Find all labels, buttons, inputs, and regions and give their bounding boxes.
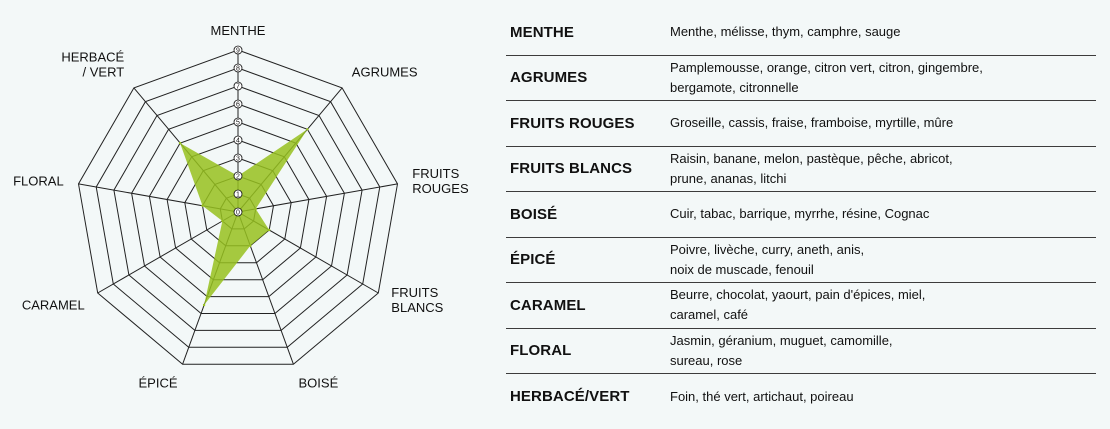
flavor-category-description [670,22,1096,42]
table-row [506,56,1096,102]
flavor-table [506,10,1096,420]
radar-tick-label: 5 [236,119,240,127]
radar-data-point [201,205,203,207]
radar-axis-label-line: BOISÉ [298,375,339,391]
radar-tick-label: 7 [236,83,240,91]
flavor-category-description [670,58,1096,98]
flavor-category-name: MENTHE [510,23,574,41]
radar-axis-label [412,166,469,196]
radar-data-point [179,142,181,144]
description-line: Jasmin, géranium, muguet, camomille, [670,332,893,348]
description-line: Menthe, mélisse, thym, camphre, sauge [670,24,901,40]
description-line: noix de muscade, fenouil [670,261,814,277]
flavor-category-name: AGRUMES [510,69,588,87]
flavor-category-name: CARAMEL [510,296,586,314]
flavor-category-description [670,285,1096,325]
description-line: Foin, thé vert, artichaut, poireau [670,388,854,404]
radar-axis-label [299,375,339,390]
flavor-category-name: BOISÉ [510,205,558,223]
description-line: Beurre, chocolat, yaourt, pain d'épices, miel, [670,287,926,303]
radar-axis-label [391,285,443,315]
table-row [506,329,1096,375]
table-row [506,101,1096,147]
description-line: Raisin, banane, melon, pastèque, pêche, abricot, [670,150,953,166]
radar-axis-label [61,49,124,79]
radar-axis-label [13,173,64,188]
radar-tick-label: 2 [236,173,240,181]
description-line: Poivre, livèche, curry, aneth, anis, [670,241,865,257]
description-line: prune, ananas, litchi [670,170,787,186]
flavor-category-name: FLORAL [510,342,572,360]
radar-axis-label-line: FRUITS [412,165,460,181]
table-row [506,238,1096,284]
description-line: Pamplemousse, orange, citron vert, citron, gingembre, [670,59,983,75]
radar-axis-label-line: HERBACÉ [61,49,125,65]
radar-tick-label: 3 [236,155,240,163]
table-row [506,283,1096,329]
radar-data-point [221,220,223,222]
table-row [506,147,1096,193]
description-line: Cuir, tabac, barrique, myrrhe, résine, Cognac [670,206,930,222]
radar-axis-label-line: BLANCS [391,300,444,315]
flavor-radar-chart [0,0,500,429]
radar-axis-label-line: / VERT [82,64,125,80]
description-line: caramel, café [670,307,749,323]
radar-axis-label [138,375,177,390]
description-line: sureau, rose [670,352,743,368]
flavor-category-description [670,240,1096,280]
radar-tick-label: 8 [236,65,240,73]
table-row [506,10,1096,56]
flavor-category-name: HERBACÉ/VERT [510,388,630,406]
radar-axis-label [22,298,85,313]
radar-axis-label-line: CARAMEL [21,297,85,313]
radar-tick-label: 1 [236,191,240,199]
flavor-category-description [670,149,1096,189]
flavor-category-name: ÉPICÉ [510,251,556,269]
flavor-category-description [670,204,1096,224]
radar-axis-label-line: FRUITS [391,285,439,300]
flavor-category-description [670,331,1096,371]
radar-axis-label-line: MENTHE [210,23,266,38]
description-line: bergamote, citronnelle [670,79,799,95]
radar-data-point [255,208,257,210]
radar-axis-label [211,23,266,38]
flavor-category-description [670,387,1096,407]
radar-tick-label: 0 [236,209,240,217]
description-line: Groseille, cassis, fraise, framboise, myrtille, mûre [670,115,954,131]
radar-data-point [203,304,205,306]
radar-tick-label: 4 [236,137,240,145]
radar-axis-label-line: ÉPICÉ [138,375,178,391]
radar-data-point [249,245,251,247]
radar-axis-label [352,64,418,79]
flavor-category-description [670,113,1096,133]
radar-tick-label: 9 [236,47,240,55]
flavor-category-name: FRUITS BLANCS [510,160,633,178]
flavor-category-name: FRUITS ROUGES [510,114,635,132]
radar-axis-label-line: ROUGES [412,180,469,196]
table-row [506,374,1096,420]
table-row [506,192,1096,238]
radar-tick-label: 6 [236,101,240,109]
radar-data-point [306,128,308,130]
radar-data-point [268,229,270,231]
radar-axis-label-line: FLORAL [13,173,64,189]
radar-axis-label-line: AGRUMES [351,64,418,80]
